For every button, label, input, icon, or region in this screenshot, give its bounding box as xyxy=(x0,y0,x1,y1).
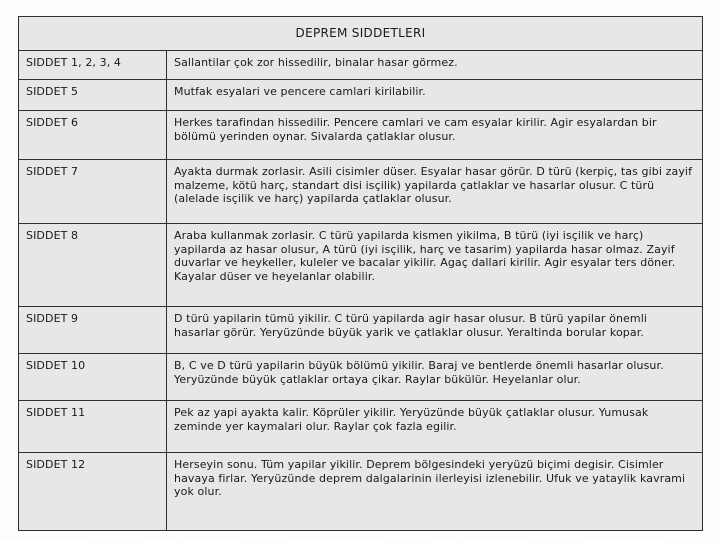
intensity-description-cell: B, C ve D türü yapilarin büyük bölümü yikilir. Baraj ve bentlerde önemli hasarlar olusur. Yeryüzünde büyük çatlaklar ortaya çikar. Raylar bükülür. Heyelanlar olur. xyxy=(167,354,703,401)
table-row xyxy=(19,453,703,531)
intensity-description-cell: Mutfak esyalari ve pencere camlari kirilabilir. xyxy=(167,80,703,111)
table-row xyxy=(19,307,703,354)
intensity-level-cell: SIDDET 6 xyxy=(19,111,167,160)
intensity-level-cell: SIDDET 10 xyxy=(19,354,167,401)
table-row xyxy=(19,401,703,453)
table-row xyxy=(19,160,703,224)
earthquake-intensity-table xyxy=(18,16,703,531)
intensity-level-cell: SIDDET 9 xyxy=(19,307,167,354)
table-row xyxy=(19,111,703,160)
intensity-level-cell: SIDDET 7 xyxy=(19,160,167,224)
table-row xyxy=(19,354,703,401)
intensity-description-cell: Herseyin sonu. Tüm yapilar yikilir. Deprem bölgesindeki yeryüzü biçimi degisir. Cisimler havaya firlar. Yeryüzünde deprem dalgalarinin ilerleyisi izlenebilir. Ufuk ve yataylik kavrami yok olur. xyxy=(167,453,703,531)
table-row xyxy=(19,224,703,307)
intensity-level-cell: SIDDET 8 xyxy=(19,224,167,307)
table-row xyxy=(19,51,703,80)
intensity-description-cell: Ayakta durmak zorlasir. Asili cisimler düser. Esyalar hasar görür. D türü (kerpiç, tas gibi zayif malzeme, kötü harç, standart disi isçilik) yapilarda çatlaklar ve hasarlar olusur. C türü (alelade isçilik ve harç) yapilarda çatlaklar olusur. xyxy=(167,160,703,224)
intensity-description-cell: Pek az yapi ayakta kalir. Köprüler yikilir. Yeryüzünde büyük çatlaklar olusur. Yumusak zeminde yer kaymalari olur. Raylar çok fazla egilir. xyxy=(167,401,703,453)
intensity-description-cell: Herkes tarafindan hissedilir. Pencere camlari ve cam esyalar kirilir. Agir esyalardan bir bölümü yerinden oynar. Sivalarda çatlaklar olusur. xyxy=(167,111,703,160)
intensity-level-cell: SIDDET 5 xyxy=(19,80,167,111)
intensity-description-cell: Sallantilar çok zor hissedilir, binalar hasar görmez. xyxy=(167,51,703,80)
table-row xyxy=(19,80,703,111)
intensity-level-cell: SIDDET 1, 2, 3, 4 xyxy=(19,51,167,80)
table-title: DEPREM SIDDETLERI xyxy=(19,17,703,51)
intensity-description-cell: Araba kullanmak zorlasir. C türü yapilarda kismen yikilma, B türü (iyi isçilik ve harç) yapilarda az hasar olusur, A türü (iyi isçilik, harç ve tasarim) yapilarda hasar olmaz. Zayif duvarlar ve heykeller, kuleler ve bacalar yikilir. Agaç dallari kirilir. Agir esyalar ters döner. Kayalar düser ve heyelanlar olabilir. xyxy=(167,224,703,307)
intensity-level-cell: SIDDET 11 xyxy=(19,401,167,453)
intensity-level-cell: SIDDET 12 xyxy=(19,453,167,531)
intensity-description-cell: D türü yapilarin tümü yikilir. C türü yapilarda agir hasar olusur. B türü yapilar önemli hasarlar görür. Yeryüzünde büyük yarik ve çatlaklar olusur. Yeraltinda borular kopar. xyxy=(167,307,703,354)
